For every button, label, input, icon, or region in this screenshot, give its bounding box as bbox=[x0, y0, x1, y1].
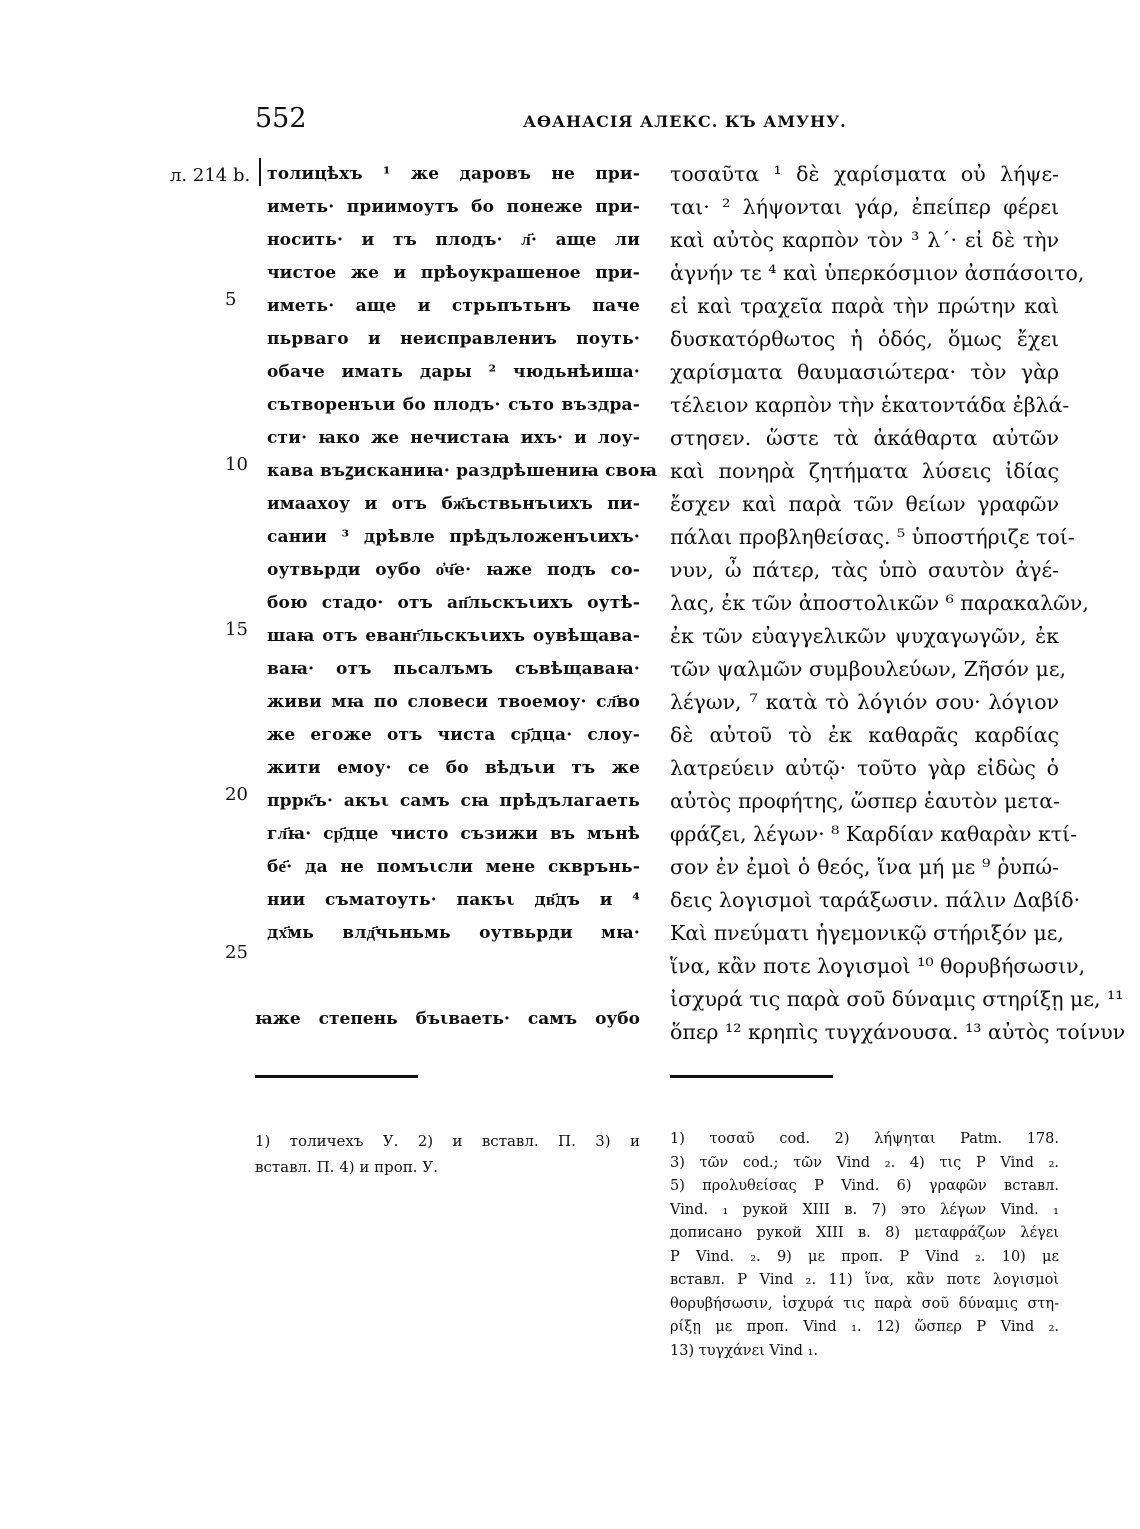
slavonic-line: чистое же и прѣоукрашеное при- bbox=[267, 263, 640, 283]
greek-line: Καὶ πνεύματι ἡγεμονικῷ στήριξόν με, bbox=[670, 921, 1064, 945]
slavonic-line: сании ³ дрѣвле прѣдъложенъιихъ· bbox=[267, 527, 640, 547]
greek-line: ἔσχεν καὶ παρὰ τῶν θείων γραφῶν bbox=[670, 492, 1059, 516]
footnote-line: вставл. П. 4) и проп. У. bbox=[255, 1158, 438, 1176]
greek-line: δεις λογισμοὶ ταράξωσιν. πάλιν Δαβίδ· bbox=[670, 888, 1081, 912]
footnote-line: P Vind. ₂. 9) με проп. P Vind ₂. 10) με bbox=[670, 1248, 1059, 1265]
greek-line: χαρίσματα θαυμασιώτερα· τὸν γὰρ bbox=[670, 360, 1059, 384]
greek-line: λατρεύειν αὐτῷ· τοῦτο γὰρ εἰδὼς ὁ bbox=[670, 756, 1059, 780]
greek-line: δὲ αὐτοῦ τὸ ἐκ καθαρᾶς καρδίας bbox=[670, 723, 1059, 747]
slavonic-line: дх҃мь влд҃чьньмь оутвьрди мꙗ· bbox=[267, 923, 640, 943]
footnote-line: 1) толичехъ У. 2) и вставл. П. 3) и bbox=[255, 1132, 640, 1150]
footnote-line: 13) τυγχάνει Vind ₁. bbox=[670, 1342, 818, 1359]
greek-line: φράζει, λέγων· ⁸ Καρδίαν καθαρὰν κτί- bbox=[670, 822, 1078, 846]
footnote-rule-left bbox=[255, 1075, 418, 1078]
slavonic-line: нии съматоуть· пакъι дв҃дъ и ⁴ bbox=[267, 890, 640, 910]
greek-line: νυν, ὦ πάτερ, τὰς ὑπὸ σαυτὸν ἀγέ- bbox=[670, 558, 1059, 582]
footnotes-greek bbox=[670, 1128, 1059, 1363]
greek-line: λας, ἐκ τῶν ἀποστολικῶν ⁶ παρακαλῶν, bbox=[670, 591, 1089, 615]
slavonic-line: гл҃ꙗ· ср҃дце чисто съзижи въ мънѣ bbox=[267, 824, 640, 844]
footnotes-slavonic bbox=[255, 1128, 640, 1180]
line-number: 25 bbox=[225, 942, 248, 963]
page-number: 552 bbox=[255, 103, 307, 134]
greek-line: ται· ² λήψονται γάρ, ἐπείπερ φέρει bbox=[670, 195, 1059, 219]
greek-line: σον ἐν ἐμοὶ ὁ θεός, ἵνα μή με ⁹ ῥυπώ- bbox=[670, 855, 1059, 879]
slavonic-text-column bbox=[267, 158, 658, 950]
slavonic-line: жити емоу· се бо вѣдъιи тъ же bbox=[267, 758, 640, 778]
footnote-rule-right bbox=[670, 1075, 833, 1078]
line-number: 5 bbox=[225, 289, 237, 310]
greek-line: τοσαῦτα ¹ δὲ χαρίσματα οὐ λήψε- bbox=[670, 162, 1059, 186]
slavonic-last-line: ꙗже степень бъιваеть· самъ оубо bbox=[255, 1009, 640, 1029]
slavonic-line: кава въꙁисканиꙗ· раздрѣшениꙗ своꙗ bbox=[267, 461, 658, 481]
slavonic-line: пьрваго и неисправлениъ поуть· bbox=[267, 329, 640, 349]
slavonic-line: имаахоу и отъ бж҃ьствьнъιихъ пи- bbox=[267, 494, 640, 514]
greek-line: τῶν ψαλμῶν συμβουλεύων, Ζῆσόν με, bbox=[670, 657, 1066, 681]
greek-line: δυσκατόρθωτος ἡ ὁδός, ὅμως ἔχει bbox=[670, 327, 1059, 351]
line-number: 20 bbox=[225, 784, 248, 805]
footnote-line: ρίξῃ με проп. Vind ₁. 12) ὥσπερ P Vind ₂. bbox=[670, 1319, 1059, 1335]
greek-line: ὅπερ ¹² κρηπὶς τυγχάνουσα. ¹³ αὐτὸς τοίνυν bbox=[670, 1020, 1126, 1044]
folio-bar bbox=[259, 158, 261, 186]
slavonic-line: бе҃· да не помъιсли мене скврънь- bbox=[267, 857, 640, 877]
slavonic-line: же егоже отъ чиста ср҃дца· слоу- bbox=[267, 725, 640, 745]
line-number: 15 bbox=[225, 619, 248, 640]
greek-line: τέλειον καρπὸν τὴν ἑκατοντάδα ἐβλά- bbox=[670, 393, 1070, 417]
line-number: 10 bbox=[225, 454, 248, 475]
greek-line: εἰ καὶ τραχεῖα παρὰ τὴν πρώτην καὶ bbox=[670, 294, 1059, 318]
slavonic-line: иметь· аще и стрьпътьнъ паче bbox=[267, 296, 640, 316]
slavonic-line: ваꙗ· отъ пьсалъмъ съвѣщаваꙗ· bbox=[267, 659, 640, 679]
greek-line: στησεν. ὥστε τὰ ἀκάθαρτα αὐτῶν bbox=[670, 426, 1059, 450]
slavonic-line: иметь· приимоутъ бо понеже при- bbox=[267, 197, 640, 217]
greek-line: πάλαι προβληθείσας. ⁵ ὑποστήριζε τοί- bbox=[670, 525, 1075, 549]
greek-line: ἁγνήν τε ⁴ καὶ ὑπερκόσμιον ἀσπάσοιτο, bbox=[670, 261, 1085, 285]
footnote-line: дописано рукой XIII в. 8) μεταφράζων λέγει bbox=[670, 1225, 1059, 1241]
footnote-line: 3) τῶν cod.; τῶν Vind ₂. 4) τις P Vind ₂. bbox=[670, 1154, 1059, 1171]
slavonic-line: шаꙗ отъ еванг҃льскъιихъ оувѣщава- bbox=[267, 626, 640, 646]
footnote-line: θορυβήσωσιν, ἰσχυρά τις παρὰ σοῦ δύναμις στη- bbox=[670, 1295, 1059, 1312]
footnote-line: 5) προλυθείσας P Vind. 6) γραφῶν вставл. bbox=[670, 1178, 1059, 1194]
slavonic-line: сътворенъιи бо плодъ· съто въздра- bbox=[267, 395, 640, 415]
greek-line: ἐκ τῶν εὐαγγελικῶν ψυχαγωγῶν, ἐκ bbox=[670, 624, 1059, 648]
running-title: АѲАНАСІЯ АЛЕКС. КЪ АМУНУ. bbox=[523, 112, 847, 131]
greek-line: αὐτὸς προφήτης, ὥσπερ ἑαυτὸν μετα- bbox=[670, 789, 1061, 813]
folio-marker: л. 214 b. bbox=[170, 165, 251, 186]
greek-line: ἵνα, κἂν ποτε λογισμοὶ ¹⁰ θορυβήσωσιν, bbox=[670, 954, 1086, 978]
slavonic-line: бою стадо· отъ ап҃льскъιихъ оутѣ- bbox=[267, 593, 640, 613]
footnote-line: вставл. P Vind ₂. 11) ἵνα, κἂν ποτε λογισμοὶ bbox=[670, 1272, 1059, 1288]
greek-text-column bbox=[670, 158, 1126, 1049]
slavonic-line: обаче имать дары ² чюдьнѣиша· bbox=[267, 362, 640, 382]
slavonic-line: толицѣхъ ¹ же даровъ не при- bbox=[267, 164, 640, 184]
slavonic-line: живи мꙗ по словеси твоемоу· сл҃во bbox=[267, 692, 640, 712]
greek-line: λέγων, ⁷ κατὰ τὸ λόγιόν σου· λόγιον bbox=[670, 690, 1059, 714]
slavonic-line: оутвьрди оубо о҆ч҃е· ꙗже подъ со- bbox=[267, 560, 640, 580]
greek-line: ἰσχυρά τις παρὰ σοῦ δύναμις στηρίξῃ με, ¹¹ bbox=[670, 987, 1124, 1011]
greek-line: καὶ πονηρὰ ζητήματα λύσεις ἰδίας bbox=[670, 459, 1059, 483]
greek-line: καὶ αὐτὸς καρπὸν τὸν ³ λ΄· εἰ δὲ τὴν bbox=[670, 228, 1059, 252]
slavonic-line: сти· ꙗко же нечистаꙗ ихъ· и лоу- bbox=[267, 428, 640, 448]
slavonic-line: носить· и тъ плодъ· л҃· аще ли bbox=[267, 230, 640, 250]
footnote-line: 1) τοσαῦ cod. 2) λήψηται Patm. 178. bbox=[670, 1131, 1059, 1147]
footnote-line: Vind. ₁ рукой XIII в. 7) это λέγων Vind. ₁ bbox=[670, 1201, 1059, 1218]
slavonic-line: пррк҃ъ· акъι самъ сꙗ прѣдълагаеть bbox=[267, 791, 640, 811]
